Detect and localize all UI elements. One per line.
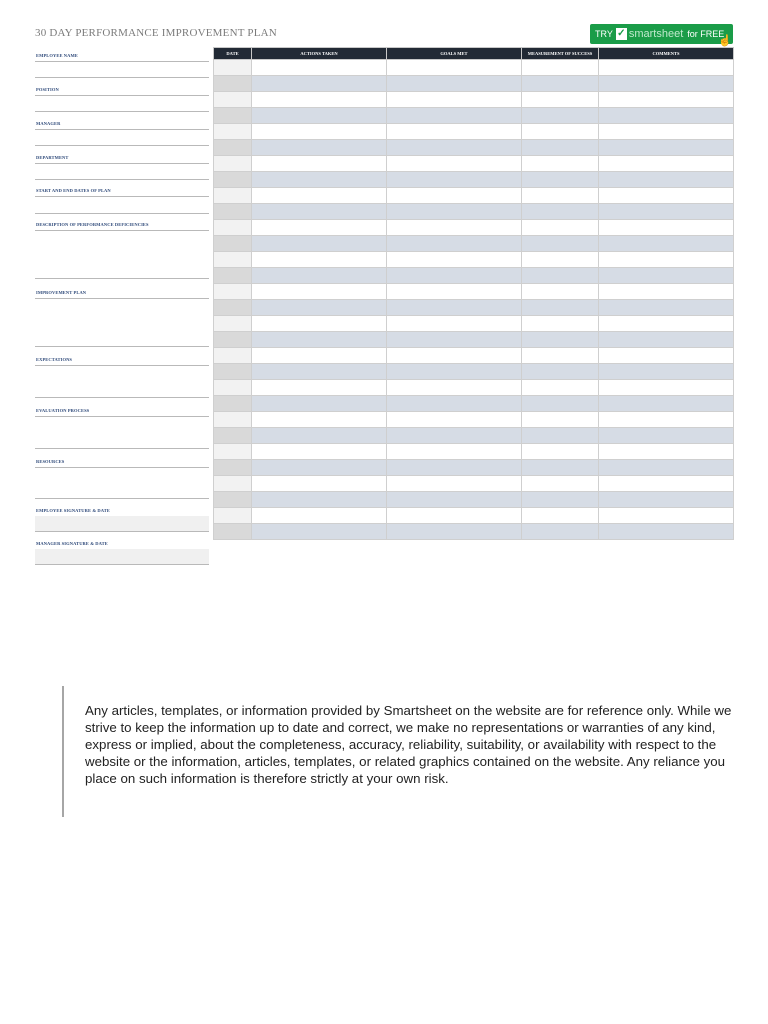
- tracking-table: [213, 47, 734, 540]
- field-label: DESCRIPTION OF PERFORMANCE DEFICIENCIES: [36, 222, 149, 227]
- table-row: [214, 156, 734, 172]
- table-cell[interactable]: [522, 220, 599, 236]
- table-cell[interactable]: [252, 332, 387, 348]
- table-cell[interactable]: [387, 140, 522, 156]
- table-cell[interactable]: [599, 316, 734, 332]
- table-cell[interactable]: [252, 396, 387, 412]
- table-cell[interactable]: [522, 236, 599, 252]
- field-performance-deficiencies[interactable]: [35, 219, 209, 279]
- table-cell[interactable]: [387, 268, 522, 284]
- table-cell[interactable]: [214, 332, 252, 348]
- table-cell[interactable]: [599, 332, 734, 348]
- table-cell[interactable]: [387, 92, 522, 108]
- table-row: [214, 124, 734, 140]
- table-header-row: [214, 48, 734, 60]
- table-row: [214, 332, 734, 348]
- table-cell[interactable]: [522, 396, 599, 412]
- table-cell[interactable]: [214, 108, 252, 124]
- table-row: [214, 364, 734, 380]
- field-plan-dates[interactable]: [35, 185, 209, 213]
- table-cell[interactable]: [214, 252, 252, 268]
- table-cell[interactable]: [522, 332, 599, 348]
- table-cell[interactable]: [214, 268, 252, 284]
- column-header-goals-met: GOALS MET: [387, 48, 522, 60]
- table-cell[interactable]: [599, 348, 734, 364]
- field-label: IMPROVEMENT PLAN: [36, 290, 87, 295]
- table-cell[interactable]: [522, 140, 599, 156]
- table-cell[interactable]: [599, 60, 734, 76]
- table-cell[interactable]: [522, 460, 599, 476]
- table-cell[interactable]: [214, 524, 252, 540]
- table-cell[interactable]: [214, 492, 252, 508]
- table-cell[interactable]: [214, 172, 252, 188]
- table-cell[interactable]: [387, 380, 522, 396]
- smartsheet-logo: smartsheet: [628, 28, 684, 40]
- field-expectations[interactable]: [35, 354, 209, 399]
- field-rule: [35, 179, 209, 180]
- table-cell[interactable]: [252, 412, 387, 428]
- table-cell[interactable]: [214, 380, 252, 396]
- table-cell[interactable]: [522, 124, 599, 140]
- table-cell[interactable]: [522, 508, 599, 524]
- table-cell[interactable]: [214, 396, 252, 412]
- table-cell[interactable]: [214, 412, 252, 428]
- disclaimer-text: Any articles, templates, or information provided by Smartsheet on the website are for reference only. While we strive to keep the information up to date and correct, we make no representations or warranties of any kind, express or implied, about the completeness, accuracy, reliability, suitability, or availability with respect to the website or the information, articles, templates, or related graphics contained on the website. Any reliance you place on such information is therefore strictly at your own risk.: [85, 703, 732, 786]
- table-cell[interactable]: [599, 492, 734, 508]
- table-cell[interactable]: [387, 444, 522, 460]
- table-cell[interactable]: [522, 364, 599, 380]
- table-cell[interactable]: [522, 316, 599, 332]
- disclaimer-box: [62, 686, 734, 817]
- table-cell[interactable]: [387, 204, 522, 220]
- table-row: [214, 252, 734, 268]
- table-row: [214, 108, 734, 124]
- table-cell[interactable]: [252, 172, 387, 188]
- table-cell[interactable]: [599, 252, 734, 268]
- table-cell[interactable]: [214, 76, 252, 92]
- table-cell[interactable]: [252, 220, 387, 236]
- field-position[interactable]: [35, 84, 209, 112]
- table-cell[interactable]: [252, 252, 387, 268]
- field-rule: [35, 416, 209, 417]
- table-cell[interactable]: [252, 140, 387, 156]
- table-cell[interactable]: [387, 492, 522, 508]
- table-cell[interactable]: [387, 220, 522, 236]
- table-cell[interactable]: [522, 412, 599, 428]
- checkmark-icon: ✓: [617, 28, 626, 39]
- table-cell[interactable]: [214, 300, 252, 316]
- table-cell[interactable]: [252, 364, 387, 380]
- table-cell[interactable]: [252, 444, 387, 460]
- field-rule: [35, 346, 209, 347]
- table-cell[interactable]: [387, 188, 522, 204]
- field-label: DEPARTMENT: [36, 155, 69, 160]
- table-cell[interactable]: [387, 284, 522, 300]
- field-label: START AND END DATES OF PLAN: [36, 188, 111, 193]
- table-row: [214, 140, 734, 156]
- cta-try-label: TRY: [595, 29, 613, 39]
- table-row: [214, 316, 734, 332]
- table-cell[interactable]: [522, 348, 599, 364]
- table-cell[interactable]: [214, 124, 252, 140]
- table-cell[interactable]: [387, 348, 522, 364]
- table-cell[interactable]: [252, 156, 387, 172]
- table-cell[interactable]: [599, 172, 734, 188]
- field-rule: [35, 365, 209, 366]
- table-cell[interactable]: [387, 124, 522, 140]
- table-cell[interactable]: [387, 508, 522, 524]
- field-label: MANAGER SIGNATURE & DATE: [36, 541, 108, 546]
- field-rule: [35, 111, 209, 112]
- pointer-hand-icon: ☝: [718, 35, 732, 47]
- table-cell[interactable]: [522, 268, 599, 284]
- table-cell[interactable]: [522, 108, 599, 124]
- field-label: EMPLOYEE SIGNATURE & DATE: [36, 508, 110, 513]
- table-cell[interactable]: [387, 60, 522, 76]
- field-label: EVALUATION PROCESS: [36, 408, 90, 413]
- table-row: [214, 268, 734, 284]
- table-row: [214, 508, 734, 524]
- table-cell[interactable]: [252, 268, 387, 284]
- table-cell[interactable]: [522, 380, 599, 396]
- field-label: POSITION: [36, 87, 59, 92]
- field-label: RESOURCES: [36, 459, 65, 464]
- table-cell[interactable]: [214, 460, 252, 476]
- table-cell[interactable]: [252, 428, 387, 444]
- table-cell[interactable]: [522, 76, 599, 92]
- field-resources[interactable]: [35, 456, 209, 501]
- table-cell[interactable]: [599, 412, 734, 428]
- column-header-actions-taken: ACTIONS TAKEN: [252, 48, 387, 60]
- table-cell[interactable]: [214, 284, 252, 300]
- field-rule: [35, 77, 209, 78]
- table-row: [214, 204, 734, 220]
- field-improvement-plan[interactable]: [35, 287, 209, 347]
- table-cell[interactable]: [522, 492, 599, 508]
- table-cell[interactable]: [522, 524, 599, 540]
- table-cell[interactable]: [522, 204, 599, 220]
- table-cell[interactable]: [214, 140, 252, 156]
- table-cell[interactable]: [252, 348, 387, 364]
- field-manager[interactable]: [35, 118, 209, 146]
- table-cell[interactable]: [599, 140, 734, 156]
- table-cell[interactable]: [387, 76, 522, 92]
- table-cell[interactable]: [252, 460, 387, 476]
- table-row: [214, 380, 734, 396]
- table-row: [214, 396, 734, 412]
- field-rule: [35, 298, 209, 299]
- field-rule: [35, 448, 209, 449]
- table-cell[interactable]: [522, 300, 599, 316]
- table-row: [214, 444, 734, 460]
- table-cell[interactable]: [387, 332, 522, 348]
- table-cell[interactable]: [387, 156, 522, 172]
- column-header-date: DATE: [214, 48, 252, 60]
- table-cell[interactable]: [387, 316, 522, 332]
- table-cell[interactable]: [522, 156, 599, 172]
- field-rule: [35, 145, 209, 146]
- table-cell[interactable]: [214, 60, 252, 76]
- table-cell[interactable]: [214, 508, 252, 524]
- table-row: [214, 412, 734, 428]
- field-department[interactable]: [35, 152, 209, 180]
- table-row: [214, 284, 734, 300]
- table-cell[interactable]: [214, 204, 252, 220]
- table-cell[interactable]: [387, 172, 522, 188]
- table-cell[interactable]: [252, 236, 387, 252]
- table-cell[interactable]: [387, 300, 522, 316]
- table-cell[interactable]: [214, 92, 252, 108]
- table-cell[interactable]: [214, 476, 252, 492]
- table-row: [214, 76, 734, 92]
- table-cell[interactable]: [252, 188, 387, 204]
- table-cell[interactable]: [599, 156, 734, 172]
- table-cell[interactable]: [252, 508, 387, 524]
- table-cell[interactable]: [252, 92, 387, 108]
- column-header-measurement-of-success: MEASUREMENT OF SUCCESS: [522, 48, 599, 60]
- table-cell[interactable]: [522, 92, 599, 108]
- table-row: [214, 172, 734, 188]
- table-cell[interactable]: [252, 476, 387, 492]
- table-row: [214, 476, 734, 492]
- table-cell[interactable]: [522, 60, 599, 76]
- table-cell[interactable]: [599, 300, 734, 316]
- field-rule: [35, 129, 209, 130]
- table-cell[interactable]: [522, 428, 599, 444]
- field-label: EXPECTATIONS: [36, 357, 73, 362]
- table-row: [214, 460, 734, 476]
- column-header-comments: COMMENTS: [599, 48, 734, 60]
- table-cell[interactable]: [252, 524, 387, 540]
- table-cell[interactable]: [387, 236, 522, 252]
- table-cell[interactable]: [599, 188, 734, 204]
- field-rule: [35, 498, 209, 499]
- field-rule: [35, 213, 209, 214]
- table-cell[interactable]: [599, 220, 734, 236]
- table-cell[interactable]: [387, 108, 522, 124]
- manager-signature-box[interactable]: [35, 549, 209, 565]
- table-row: [214, 492, 734, 508]
- table-cell[interactable]: [252, 300, 387, 316]
- table-row: [214, 188, 734, 204]
- table-cell[interactable]: [214, 156, 252, 172]
- table-cell[interactable]: [252, 492, 387, 508]
- table-cell[interactable]: [599, 268, 734, 284]
- table-row: [214, 428, 734, 444]
- table-cell[interactable]: [599, 380, 734, 396]
- table-cell[interactable]: [252, 380, 387, 396]
- field-rule: [35, 278, 209, 279]
- table-cell[interactable]: [252, 108, 387, 124]
- table-cell[interactable]: [522, 172, 599, 188]
- table-cell[interactable]: [252, 204, 387, 220]
- field-rule: [35, 95, 209, 96]
- table-row: [214, 348, 734, 364]
- table-cell[interactable]: [387, 412, 522, 428]
- table-cell[interactable]: [599, 284, 734, 300]
- table-cell[interactable]: [599, 444, 734, 460]
- try-smartsheet-button[interactable]: [590, 24, 733, 47]
- table-row: [214, 524, 734, 540]
- field-rule: [35, 163, 209, 164]
- table-cell[interactable]: [522, 444, 599, 460]
- table-cell[interactable]: [522, 188, 599, 204]
- cta-suffix-label: for FREE: [687, 29, 725, 39]
- table-row: [214, 92, 734, 108]
- table-cell[interactable]: [214, 428, 252, 444]
- field-rule: [35, 230, 209, 231]
- table-row: [214, 220, 734, 236]
- field-label: MANAGER: [36, 121, 61, 126]
- table-cell[interactable]: [599, 236, 734, 252]
- field-employee-name[interactable]: [35, 50, 209, 78]
- table-cell[interactable]: [252, 60, 387, 76]
- table-row: [214, 60, 734, 76]
- table-cell[interactable]: [214, 220, 252, 236]
- table-cell[interactable]: [252, 316, 387, 332]
- table-cell[interactable]: [214, 348, 252, 364]
- table-cell[interactable]: [599, 204, 734, 220]
- table-cell[interactable]: [387, 524, 522, 540]
- table-cell[interactable]: [387, 460, 522, 476]
- table-cell[interactable]: [387, 252, 522, 268]
- table-cell[interactable]: [599, 124, 734, 140]
- field-rule: [35, 196, 209, 197]
- table-row: [214, 300, 734, 316]
- table-cell[interactable]: [599, 396, 734, 412]
- field-rule: [35, 467, 209, 468]
- table-cell[interactable]: [214, 364, 252, 380]
- table-cell[interactable]: [214, 188, 252, 204]
- field-evaluation-process[interactable]: [35, 405, 209, 450]
- table-cell[interactable]: [522, 284, 599, 300]
- field-label: EMPLOYEE NAME: [36, 53, 78, 58]
- table-cell[interactable]: [214, 444, 252, 460]
- table-cell[interactable]: [387, 396, 522, 412]
- table-cell[interactable]: [599, 428, 734, 444]
- table-cell[interactable]: [252, 76, 387, 92]
- table-cell[interactable]: [599, 476, 734, 492]
- table-cell[interactable]: [599, 364, 734, 380]
- table-body: [214, 60, 734, 540]
- table-cell[interactable]: [214, 316, 252, 332]
- table-cell[interactable]: [599, 76, 734, 92]
- table-cell[interactable]: [599, 108, 734, 124]
- table-cell[interactable]: [387, 428, 522, 444]
- table-cell[interactable]: [214, 236, 252, 252]
- table-cell[interactable]: [252, 124, 387, 140]
- employee-signature-box[interactable]: [35, 516, 209, 532]
- table-cell[interactable]: [599, 92, 734, 108]
- table-cell[interactable]: [387, 364, 522, 380]
- document-title: 30 DAY PERFORMANCE IMPROVEMENT PLAN: [35, 27, 277, 39]
- table-cell[interactable]: [522, 252, 599, 268]
- field-rule: [35, 61, 209, 62]
- field-rule: [35, 397, 209, 398]
- table-cell[interactable]: [522, 476, 599, 492]
- table-row: [214, 236, 734, 252]
- table-cell[interactable]: [387, 476, 522, 492]
- table-cell[interactable]: [252, 284, 387, 300]
- table-cell[interactable]: [599, 524, 734, 540]
- table-cell[interactable]: [599, 460, 734, 476]
- table-cell[interactable]: [599, 508, 734, 524]
